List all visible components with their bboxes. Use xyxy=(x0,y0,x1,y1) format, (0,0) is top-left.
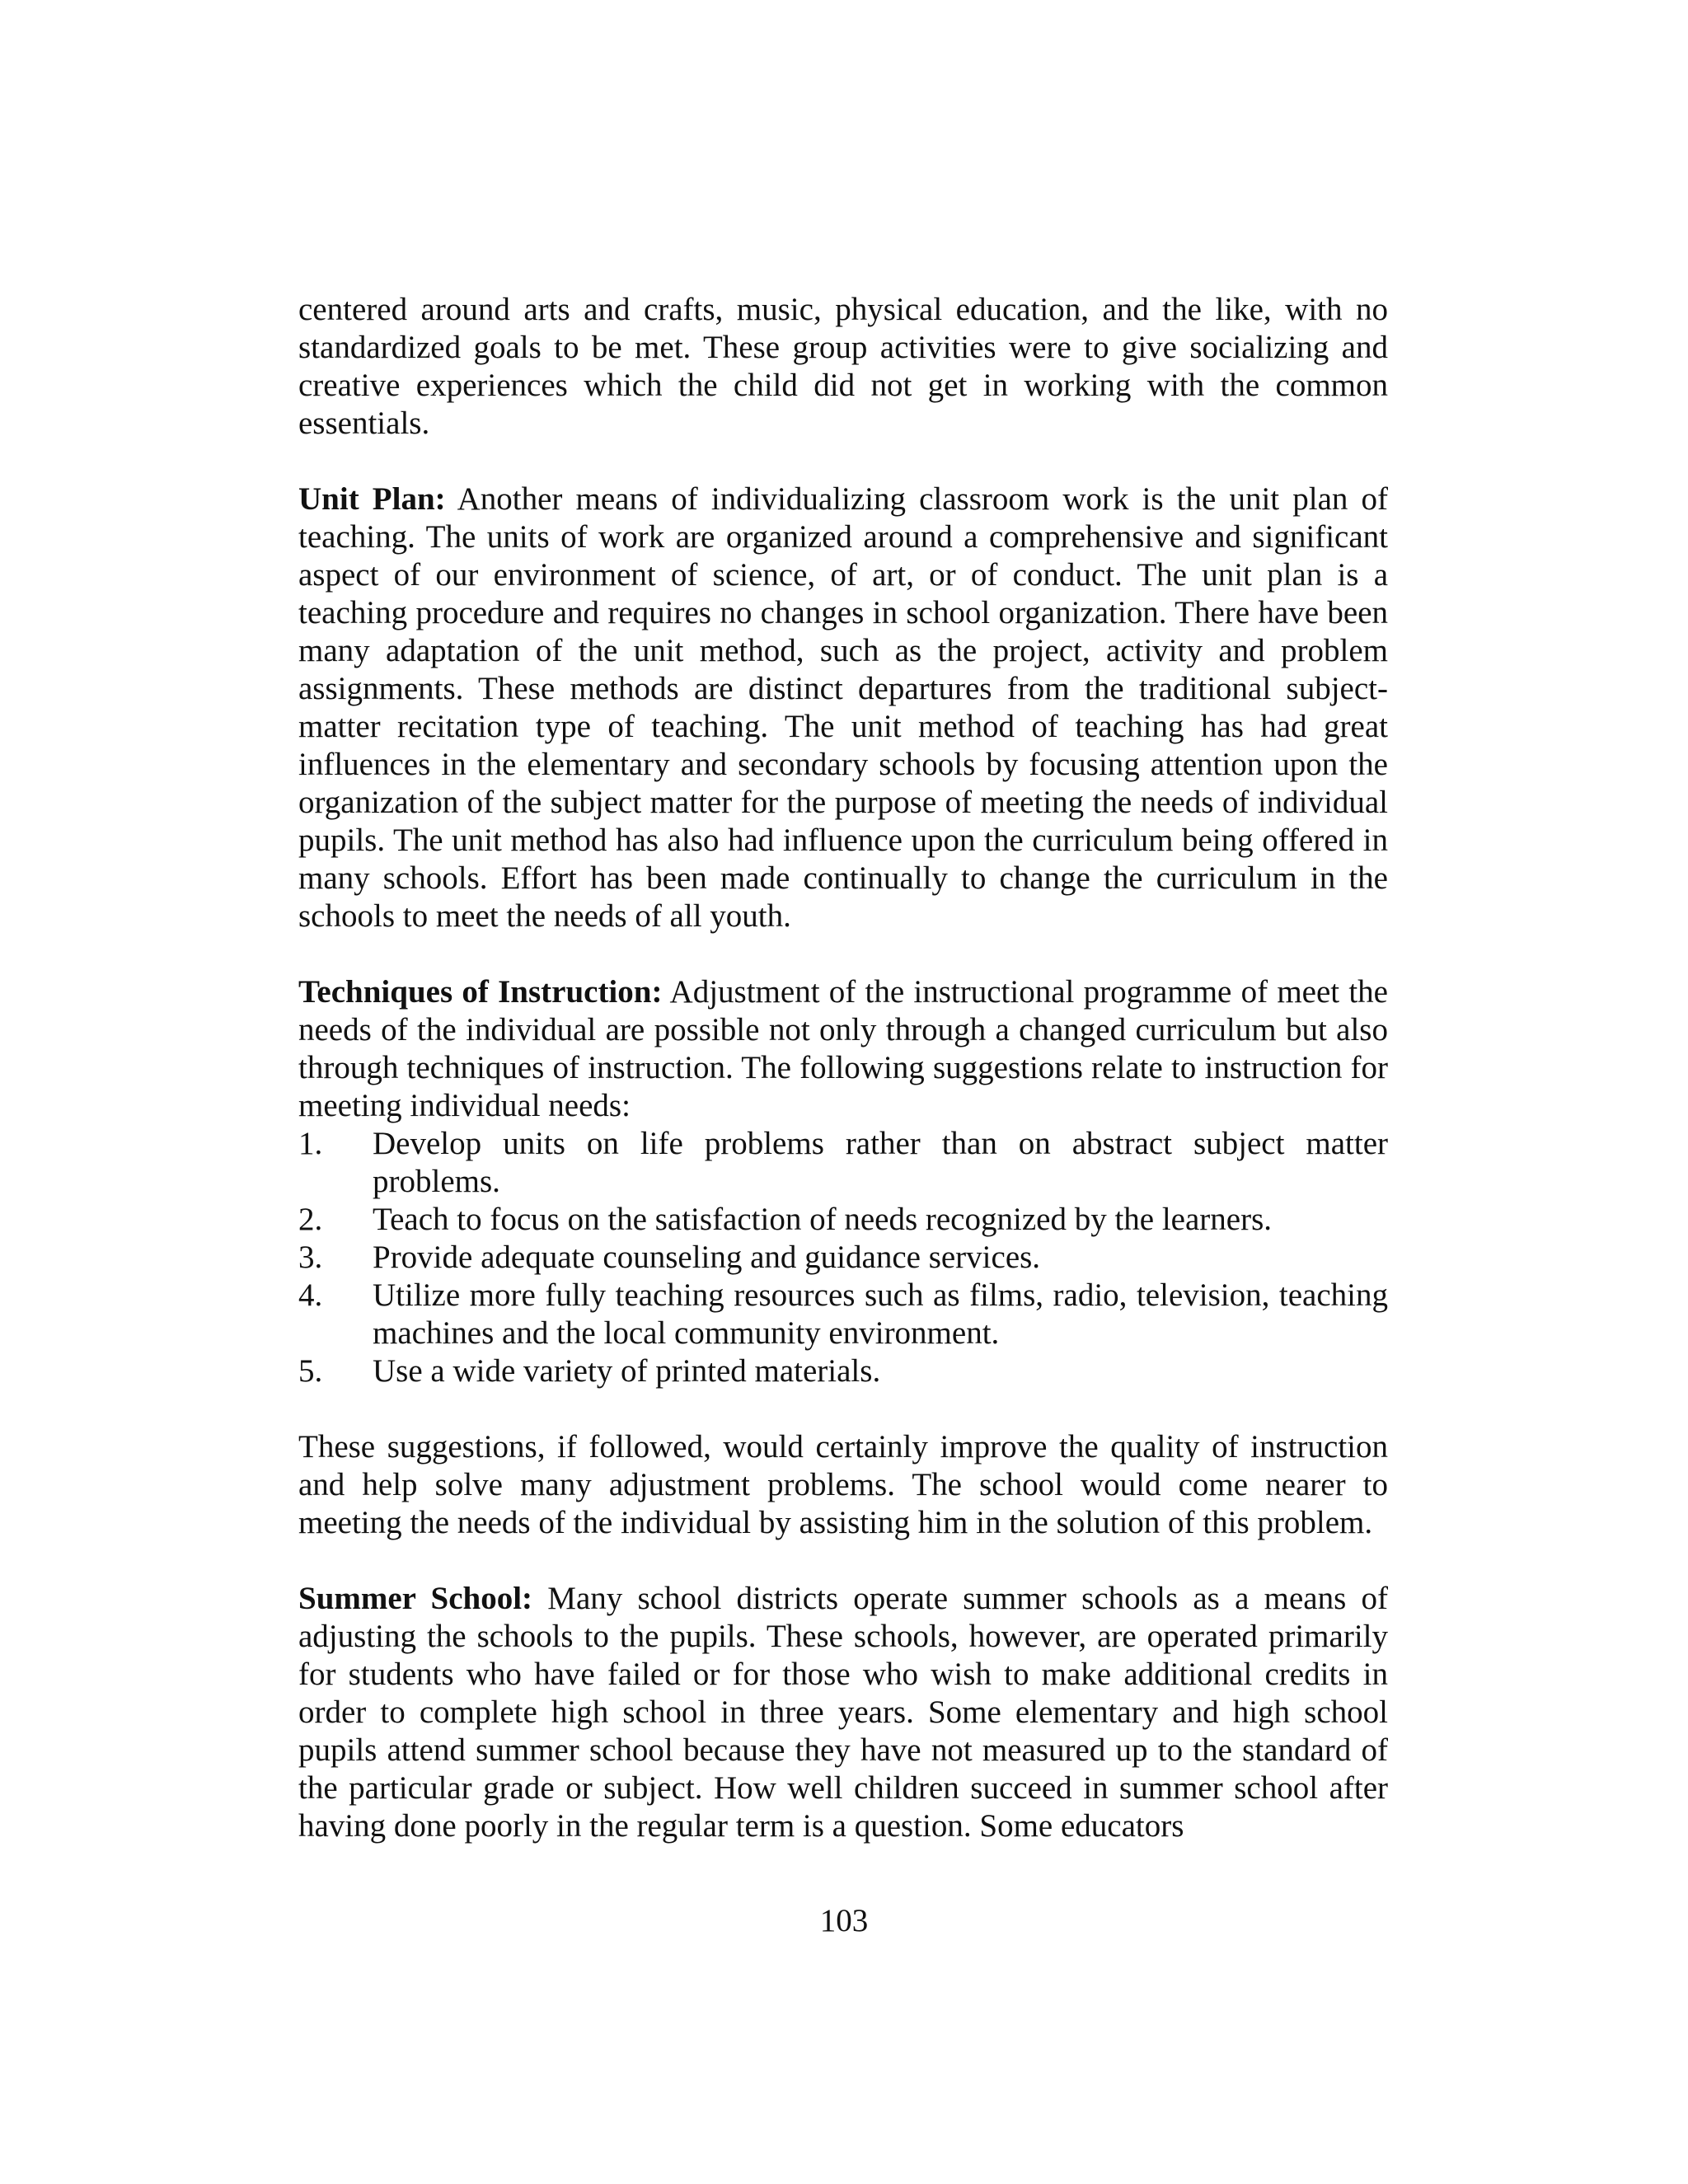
unit-plan-text: Another means of individualizing classroom work is the unit plan of teaching. The units of work are organized around a comprehensive and significant aspect of our environment of science, of art, or of conduct. The unit plan is a teaching procedure and requires no changes in school organization. There have been many adaptation of the unit method, such as the project, activity and problem assignments. These methods are distinct departures from the traditional subject-matter recitation type of teaching. The unit method of teaching has had great influences in the elementary and secondary schools by focusing attention upon the organization of the subject matter for the purpose of meeting the needs of individual pupils. The unit method has also had influence upon the curriculum being offered in many schools. Effort has been made continually to change the curriculum in the schools to meet the needs of all youth. xyxy=(298,481,1388,934)
list-item xyxy=(298,1352,1388,1390)
suggestions-conclusion-paragraph: These suggestions, if followed, would certainly improve the quality of instruction and help solve many adjustment problems. The school would come nearer to meeting the needs of the individual by assisting him in the solution of this problem. xyxy=(298,1429,1388,1540)
list-item xyxy=(298,1125,1388,1201)
suggestions-list xyxy=(298,1125,1388,1390)
list-item-text: Provide adequate counseling and guidance services. xyxy=(373,1240,1041,1275)
techniques-text: Adjustment of the instructional programme of meet the needs of the individual are possible not only through a changed curriculum but also through techniques of instruction. The following suggestions relate to instruction for meeting individual needs: xyxy=(298,974,1388,1123)
unit-plan-paragraph xyxy=(298,480,1388,935)
list-item-text: Develop units on life problems rather than on abstract subject matter problems. xyxy=(373,1126,1388,1199)
intro-continuation-paragraph: centered around arts and crafts, music, physical education, and the like, with no standardized goals to be met. These group activities were to give socializing and creative experiences which the child did not get in working with the common essentials. xyxy=(298,292,1388,441)
list-item-number: 1. xyxy=(298,1126,323,1161)
list-item-number: 5. xyxy=(298,1353,323,1389)
page-body xyxy=(298,291,1388,1845)
unit-plan-heading: Unit Plan: xyxy=(298,481,446,517)
techniques-paragraph xyxy=(298,973,1388,1125)
list-item-text: Utilize more fully teaching resources such as films, radio, television, teaching machines and the local community environment. xyxy=(373,1277,1388,1351)
techniques-heading: Techniques of Instruction: xyxy=(298,974,663,1010)
summer-school-text: Many school districts operate summer schools as a means of adjusting the schools to the pupils. These schools, however, are operated primarily for students who have failed or for those who wish to make additional credits in order to complete high school in three years. Some elementary and high school pupils attend summer school because they have not measured up to the standard of the particular grade or subject. How well children succeed in summer school after having done poorly in the regular term is a question. Some educators xyxy=(298,1581,1388,1844)
summer-school-heading: Summer School: xyxy=(298,1581,533,1616)
list-item-text: Teach to focus on the satisfaction of needs recognized by the learners. xyxy=(373,1202,1273,1237)
page-number: 103 xyxy=(819,1903,869,1938)
list-item xyxy=(298,1201,1388,1239)
list-item-text: Use a wide variety of printed materials. xyxy=(373,1353,881,1389)
list-item-number: 4. xyxy=(298,1277,323,1313)
list-item xyxy=(298,1277,1388,1352)
paragraph-gap xyxy=(298,443,1388,480)
paragraph-gap xyxy=(298,1390,1388,1428)
summer-school-paragraph xyxy=(298,1580,1388,1845)
list-item-number: 3. xyxy=(298,1240,323,1275)
list-item xyxy=(298,1239,1388,1277)
paragraph-gap xyxy=(298,1542,1388,1580)
paragraph-gap xyxy=(298,935,1388,973)
list-item-number: 2. xyxy=(298,1202,323,1237)
